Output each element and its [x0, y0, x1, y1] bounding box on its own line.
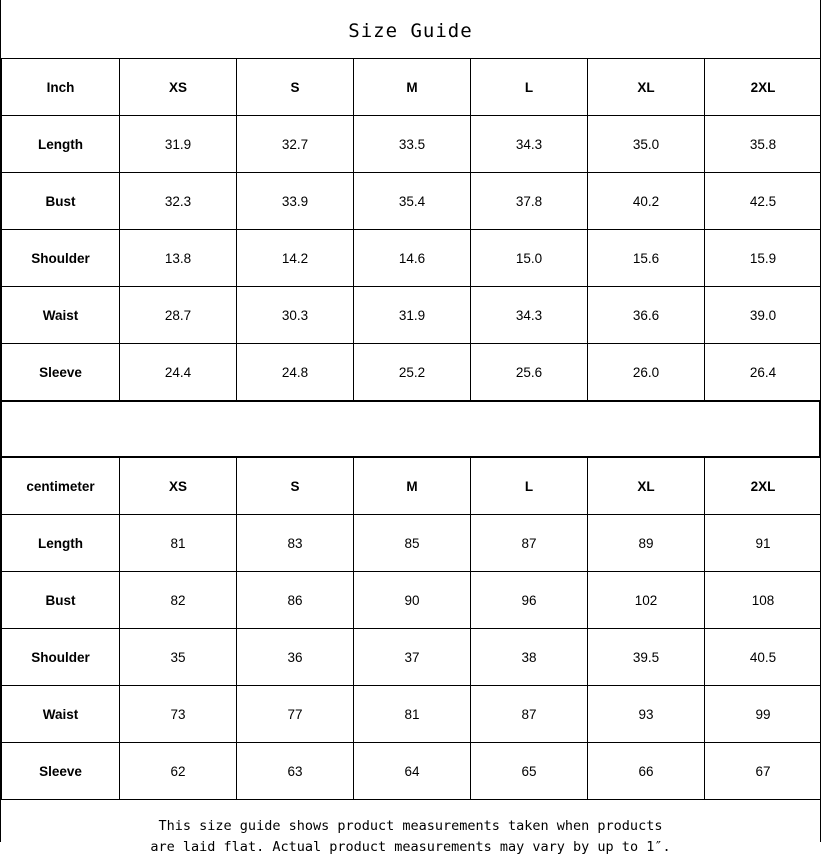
cell: 81 [120, 515, 237, 572]
column-header-xs: XS [120, 59, 237, 116]
cell: 64 [354, 743, 471, 800]
cell: 31.9 [120, 116, 237, 173]
column-header-l: L [471, 458, 588, 515]
column-header-l: L [471, 59, 588, 116]
cell: 85 [354, 515, 471, 572]
row-label-shoulder: Shoulder [2, 629, 120, 686]
row-label-sleeve: Sleeve [2, 743, 120, 800]
cell: 14.2 [237, 230, 354, 287]
cell: 26.4 [705, 344, 821, 401]
column-header-xs: XS [120, 458, 237, 515]
cell: 33.9 [237, 173, 354, 230]
footnote [1, 800, 820, 858]
column-header-xl: XL [588, 458, 705, 515]
cell: 25.2 [354, 344, 471, 401]
cell: 87 [471, 515, 588, 572]
column-header-m: M [354, 59, 471, 116]
table-row [2, 572, 821, 629]
size-table-centimeter [1, 457, 821, 800]
cell: 37 [354, 629, 471, 686]
table-row [2, 287, 821, 344]
cell: 24.4 [120, 344, 237, 401]
cell: 67 [705, 743, 821, 800]
cell: 86 [237, 572, 354, 629]
cell: 34.3 [471, 116, 588, 173]
row-label-waist: Waist [2, 686, 120, 743]
table-row [2, 686, 821, 743]
cell: 90 [354, 572, 471, 629]
row-label-bust: Bust [2, 572, 120, 629]
table-row [2, 515, 821, 572]
cell: 82 [120, 572, 237, 629]
row-label-shoulder: Shoulder [2, 230, 120, 287]
cell: 40.5 [705, 629, 821, 686]
cell: 32.7 [237, 116, 354, 173]
cell: 99 [705, 686, 821, 743]
table-header-row [2, 458, 821, 515]
cell: 83 [237, 515, 354, 572]
unit-label-inch: Inch [2, 59, 120, 116]
column-header-xl: XL [588, 59, 705, 116]
row-label-length: Length [2, 515, 120, 572]
cell: 36 [237, 629, 354, 686]
cell: 15.0 [471, 230, 588, 287]
cell: 35 [120, 629, 237, 686]
cell: 30.3 [237, 287, 354, 344]
row-label-length: Length [2, 116, 120, 173]
cell: 108 [705, 572, 821, 629]
row-label-bust: Bust [2, 173, 120, 230]
cell: 102 [588, 572, 705, 629]
table-row [2, 743, 821, 800]
cell: 89 [588, 515, 705, 572]
unit-label-centimeter: centimeter [2, 458, 120, 515]
cell: 91 [705, 515, 821, 572]
cell: 24.8 [237, 344, 354, 401]
cell: 35.4 [354, 173, 471, 230]
cell: 93 [588, 686, 705, 743]
column-header-2xl: 2XL [705, 59, 821, 116]
cell: 38 [471, 629, 588, 686]
column-header-s: S [237, 458, 354, 515]
cell: 62 [120, 743, 237, 800]
footnote-line-1: This size guide shows product measurements taken when products [1, 816, 820, 837]
table-row [2, 173, 821, 230]
cell: 77 [237, 686, 354, 743]
cell: 13.8 [120, 230, 237, 287]
cell: 87 [471, 686, 588, 743]
page-title: Size Guide [1, 0, 820, 58]
cell: 66 [588, 743, 705, 800]
size-table-inch [1, 58, 821, 401]
column-header-2xl: 2XL [705, 458, 821, 515]
row-label-waist: Waist [2, 287, 120, 344]
cell: 63 [237, 743, 354, 800]
cell: 37.8 [471, 173, 588, 230]
cell: 15.6 [588, 230, 705, 287]
table-row [2, 116, 821, 173]
footnote-line-2: are laid flat. Actual product measurements may vary by up to 1″. [1, 837, 820, 858]
cell: 96 [471, 572, 588, 629]
cell: 33.5 [354, 116, 471, 173]
table-separator [1, 401, 820, 457]
column-header-s: S [237, 59, 354, 116]
cell: 39.5 [588, 629, 705, 686]
table-row [2, 344, 821, 401]
row-label-sleeve: Sleeve [2, 344, 120, 401]
cell: 65 [471, 743, 588, 800]
table-row [2, 230, 821, 287]
table-row [2, 629, 821, 686]
cell: 39.0 [705, 287, 821, 344]
cell: 26.0 [588, 344, 705, 401]
cell: 28.7 [120, 287, 237, 344]
cell: 32.3 [120, 173, 237, 230]
cell: 15.9 [705, 230, 821, 287]
cell: 40.2 [588, 173, 705, 230]
cell: 73 [120, 686, 237, 743]
cell: 31.9 [354, 287, 471, 344]
cell: 25.6 [471, 344, 588, 401]
cell: 81 [354, 686, 471, 743]
cell: 36.6 [588, 287, 705, 344]
cell: 35.0 [588, 116, 705, 173]
cell: 14.6 [354, 230, 471, 287]
cell: 34.3 [471, 287, 588, 344]
cell: 42.5 [705, 173, 821, 230]
cell: 35.8 [705, 116, 821, 173]
table-header-row [2, 59, 821, 116]
column-header-m: M [354, 458, 471, 515]
